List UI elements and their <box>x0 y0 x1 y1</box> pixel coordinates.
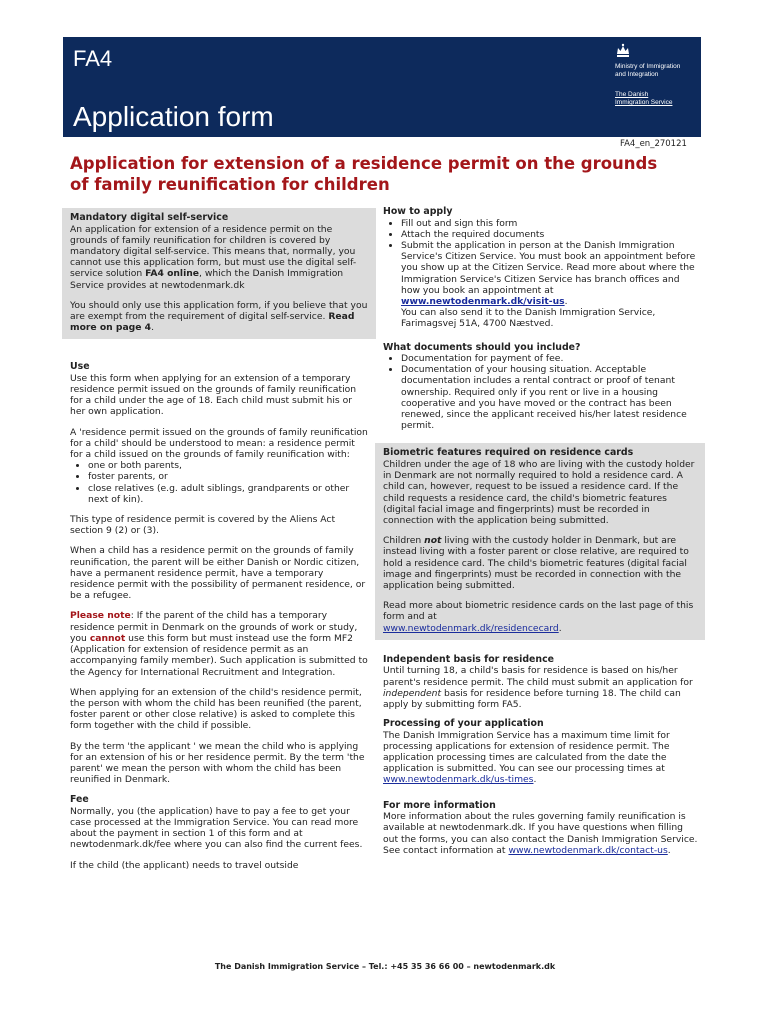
list-item: • Fill out and sign this form <box>401 218 699 229</box>
page-title: Application for extension of a residence permit on the grounds of family reunification for children <box>70 154 658 194</box>
residencecard-link[interactable]: www.newtodenmark.dk/residencecard <box>383 622 559 634</box>
crown-icon <box>615 43 631 59</box>
us-times-link[interactable]: www.newtodenmark.dk/us-times <box>383 774 534 786</box>
use-heading: Use <box>70 361 90 373</box>
more-info-heading: For more information <box>383 799 496 811</box>
agency-name: The Danish Immigration Service <box>615 91 673 106</box>
more-info-section: For more information More information about the rules governing family reunification is available at newtodenmark.dk. If you have questions when filling out the forms, you can also contact the Danish Immigration Service. See contact information at www.newtodenmark.dk/contact-us. <box>383 799 698 856</box>
independent-heading: Independent basis for residence <box>383 653 554 665</box>
biometric-box <box>375 443 705 639</box>
please-note-paragraph: Please note: If the parent of the child has a temporary residence permit in Denmark on the grounds of work or study, you cannot use this form but must instead use the form MF2 (Application for extension of residence permit as an accompanying family member). Such application is submitted to the Agency for International Recruitment and Integration. <box>70 610 368 678</box>
list-item: • Documentation of your housing situation. Acceptable documentation includes a rental contract or proof of tenant ownership. Required only if you rent or live in a housing cooperative and you have moved or the contract has been renewed, since the applicant received his/her latest residence permit. <box>401 364 699 431</box>
mandatory-paragraph-1: An application for extension of a residence permit on the grounds of family reunification for children is covered by mandatory digital self-service. This means that, normally, you cannot use this application form, but must use the digital self-service solution FA4 online, which the Danish Immigration Service provides at newtodenmark.dk <box>70 223 357 291</box>
processing-heading: Processing of your application <box>383 718 544 730</box>
use-paragraph-3: This type of residence permit is covered by the Aliens Act section 9 (2) or (3). <box>70 514 336 537</box>
page-footer: The Danish Immigration Service – Tel.: +45 35 36 66 00 – newtodenmark.dk <box>214 962 556 971</box>
processing-section: Processing of your application The Danish Immigration Service has a maximum time limit for processing applications for extension of residence permit. The application processing times are calculated from the date the application is submitted. You can see our processing times at www.newtodenmark.dk/us-times. <box>383 718 699 786</box>
list-item: • one or both parents, <box>88 460 370 471</box>
use-paragraph-1: Use this form when applying for an extension of a temporary residence permit issued on the grounds of family reunification for a child under the age of 18. Each child must submit his or her own application. <box>70 372 357 418</box>
ministry-name: Ministry of Immigration and Integration The Danish Immigration Service <box>615 63 681 106</box>
fee-paragraph: Normally, you (the application) have to pay a fee to get your case processed at the Immigration Service. You can read more about the payment in section 1 of this form and at newtodenmark.dk/fee where you can also find the current fees. <box>70 805 363 851</box>
list-item: • Attach the required documents <box>401 229 699 240</box>
fee-heading: Fee <box>70 794 89 806</box>
use-paragraph-4: When a child has a residence permit on the grounds of family reunification, the parent will be either Danish or Nordic citizen, have a permanent residence permit, have a temporary residence permit with the possibility of permanent residence, or be a refugee. <box>70 545 366 602</box>
list-item: • foster parents, or <box>88 471 370 482</box>
use-paragraph-5: When applying for an extension of the child's residence permit, the person with whom the child has been reunified (the parent, foster parent or other close relative) is asked to complete this form together with the child if possible. <box>70 686 362 732</box>
header-banner <box>63 37 701 137</box>
biometric-heading: Biometric features required on residence cards <box>383 447 634 459</box>
biometric-paragraph-1: Children under the age of 18 who are living with the custody holder in Denmark are not normally required to hold a residence card. A child can, however, request to be issued a residence card. If the child requests a residence card, the child's biometric features (digital facial image and fingerprints) must be recorded in connection with the application being submitted. <box>383 458 695 526</box>
left-column <box>70 208 370 880</box>
form-reference: FA4_en_270121 <box>620 139 687 149</box>
how-to-apply-heading: How to apply <box>383 206 453 217</box>
independent-section: Independent basis for residence Until turning 18, a child's basis for residence is based on his/her parent's residence permit. The child must submit an application for independent basis for residence before turning 18. The child can apply by submitting form FA5. <box>383 654 699 710</box>
visit-us-link[interactable]: www.newtodenmark.dk/visit-us <box>401 295 565 307</box>
fee-paragraph-2: If the child (the applicant) needs to travel outside <box>70 859 299 871</box>
form-code: FA4 <box>73 46 113 71</box>
use-paragraph-6: By the term 'the applicant ' we mean the child who is applying for an extension of his or her residence permit. By the term 'the parent' we mean the person with whom the child has been reunified in Denmark. <box>70 740 365 786</box>
how-to-apply-section <box>383 206 699 330</box>
mandatory-self-service-box <box>62 208 376 339</box>
documents-heading: What documents should you include? <box>383 341 581 353</box>
list-item: • Submit the application in person at the Danish Immigration Service's Citizen Service. You must book an appointment before you show up at the Citizen Service. Read more about where the Immigration Service's Citizen Service has branch offices and how you book an appointment at www.newtodenmark.dk/visit-us. You can also send it to the Danish Immigration Service, Farimagsvej 51A, 4700 Næstved. <box>401 240 699 330</box>
use-paragraph-2: A 'residence permit issued on the grounds of family reunification for a child' should be understood to mean: a residence permit for a child issued on the grounds of family reunification with: <box>70 426 368 461</box>
relatives-list <box>70 460 370 505</box>
mandatory-heading: Mandatory digital self-service <box>70 212 229 223</box>
biometric-paragraph-3: Read more about biometric residence cards on the last page of this form and at www.newtodenmark.dk/residencecard. <box>383 600 694 634</box>
list-item: • close relatives (e.g. adult siblings, grandparents or other next of kin). <box>88 483 370 505</box>
form-title: Application form <box>73 101 274 132</box>
list-item: • Documentation for payment of fee. <box>401 353 699 364</box>
mandatory-paragraph-2: You should only use this application form, if you believe that you are exempt from the requirement of digital self-service. Read more on page 4. <box>70 299 368 334</box>
contact-us-link[interactable]: www.newtodenmark.dk/contact-us <box>508 844 668 856</box>
documents-section <box>383 342 699 432</box>
right-column <box>383 206 699 865</box>
biometric-paragraph-2: Children not living with the custody holder in Denmark, but are instead living with a foster parent or close relative, are required to hold a residence card. The child's biometric features (digital facial image and fingerprints) must be recorded in connection with the application being submitted. <box>383 535 689 591</box>
